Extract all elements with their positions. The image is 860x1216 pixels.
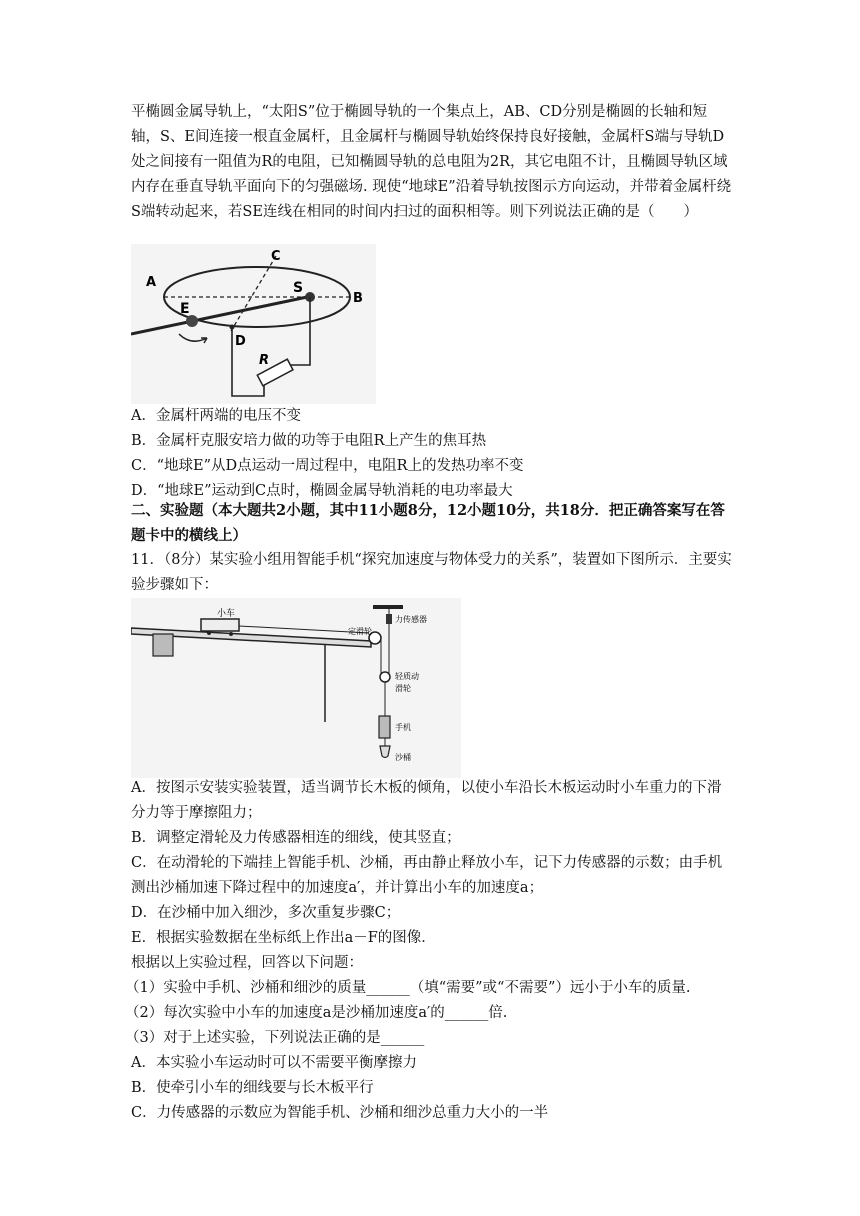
ellipse-rail-figure xyxy=(131,244,376,404)
label-fixed-pulley: 定滑轮 xyxy=(348,627,372,636)
q11-question-2: （2）每次实验中小车的加速度a是沙桶加速度a′的______倍. xyxy=(125,1005,508,1021)
cart xyxy=(201,619,239,631)
q10-stem: 平椭圆金属导轨上，“太阳S”位于椭圆导轨的一个集点上，AB、CD分别是椭圆的长轴和短轴，S、E间连接一根直金属杆，且金属杆与椭圆导轨始终保持良好接触，金属杆S端与导轨D处之间接有一阻值为R的电阻，已知椭圆导轨的总电阻为2R，其它电阻不计，且椭圆导轨区域内存在垂直导轨平面向下的匀强磁场. 现使“地球E”沿着导轨按图示方向运动，并带着金属杆绕S端转动起来，若SE连线在相同的时间内扫过的面积相等。则下列说法正确的是（ ） xyxy=(131,104,732,220)
label-movable-pulley-2: 滑轮 xyxy=(395,684,411,693)
label-movable-pulley-1: 轻质动 xyxy=(395,672,419,681)
label-phone: 手机 xyxy=(395,723,411,732)
label-sensor: 力传感器 xyxy=(395,615,427,624)
label-cart: 小车 xyxy=(217,609,236,619)
q10-option-d: D．“地球E”运动到C点时，椭圆金属导轨消耗的电功率最大 xyxy=(131,483,513,499)
q10-option-a: A．金属杆两端的电压不变 xyxy=(131,408,301,424)
q11-step-e: E．根据实验数据在坐标纸上作出a－F的图像． xyxy=(131,930,436,946)
label-a: A xyxy=(146,275,157,290)
force-sensor xyxy=(386,614,392,624)
q11-question-3: （3）对于上述实验，下列说法正确的是______ xyxy=(125,1030,425,1046)
q11-choice-c: C．力传感器的示数应为智能手机、沙桶和细沙总重力大小的一半 xyxy=(131,1105,549,1121)
q11-step-a: A．按图示安装实验装置，适当调节长木板的倾角，以使小车沿长木板运动时小车重力的下滑分力等于摩擦阻力； xyxy=(131,780,722,821)
apparatus-figure xyxy=(131,598,461,778)
section2-title: 二、实验题（本大题共2小题，其中11小题8分，12小题10分，共18分．把正确答案写在答题卡中的横线上） xyxy=(131,502,725,544)
q11-prompt: 根据以上实验过程，回答以下问题： xyxy=(131,955,363,971)
phone xyxy=(379,716,390,738)
label-b: B xyxy=(353,291,363,306)
q10-option-b: B．金属杆克服安培力做的功等于电阻R上产生的焦耳热 xyxy=(131,433,487,449)
sand-bucket xyxy=(380,746,390,758)
q11-question-1: （1）实验中手机、沙桶和细沙的质量______（填“需要”或“不需要”）远小于小车的质量. xyxy=(125,980,691,996)
movable-pulley xyxy=(380,672,390,682)
q11-stem: 11．（8分）某实验小组用智能手机“探究加速度与物体受力的关系”，装置如下图所示．主要实验步骤如下： xyxy=(131,552,732,593)
label-r: R xyxy=(259,353,270,368)
q11-step-b: B．调整定滑轮及力传感器相连的细线，使其竖直； xyxy=(131,830,461,846)
q11-choice-a: A．本实验小车运动时可以不需要平衡摩擦力 xyxy=(131,1055,417,1071)
q11-step-c: C．在动滑轮的下端挂上智能手机、沙桶，再由静止释放小车，记下力传感器的示数；由手机测出沙桶加速下降过程中的加速度a′，并计算出小车的加速度a； xyxy=(131,855,723,896)
label-e: E xyxy=(180,301,190,317)
q10-option-c: C．“地球E”从D点运动一周过程中，电阻R上的发热功率不变 xyxy=(131,458,524,474)
q11-step-d: D．在沙桶中加入细沙，多次重复步骤C； xyxy=(131,905,401,921)
label-s: S xyxy=(293,280,304,296)
q11-choice-b: B．使牵引小车的细线要与长木板平行 xyxy=(131,1080,374,1096)
support-block xyxy=(153,634,173,656)
ceiling xyxy=(373,605,403,609)
q11-steps xyxy=(125,776,733,1126)
label-sand-bucket: 沙桶 xyxy=(395,753,411,762)
label-d: D xyxy=(235,334,246,349)
label-c: C xyxy=(271,249,281,264)
